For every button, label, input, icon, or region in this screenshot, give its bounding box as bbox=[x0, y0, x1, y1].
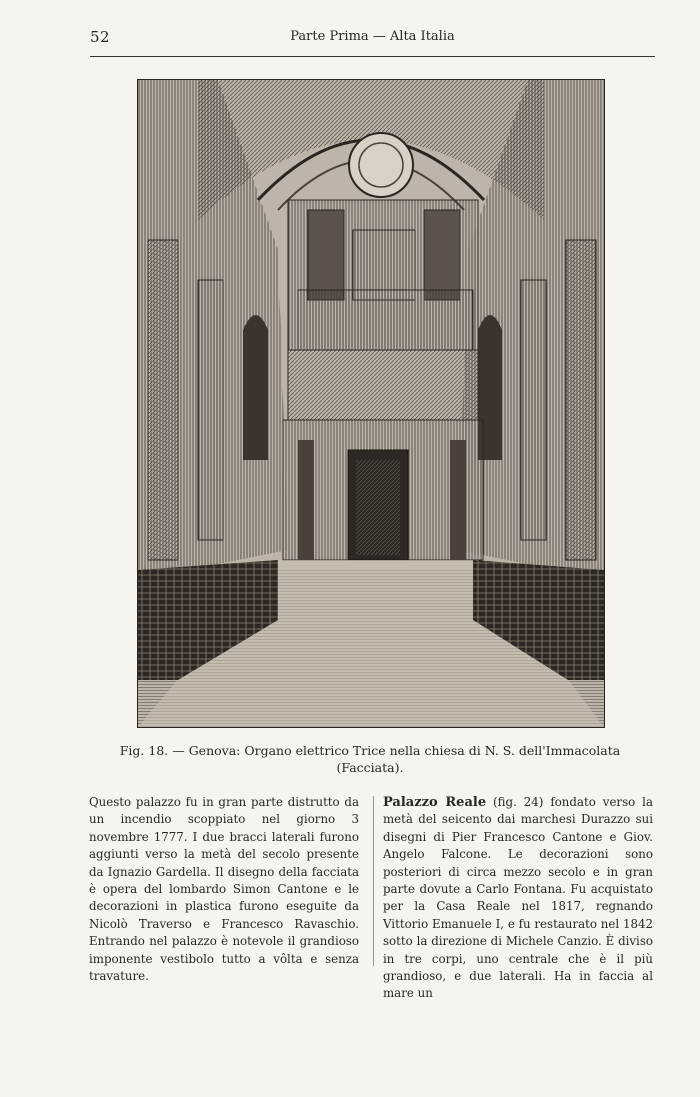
column-divider bbox=[373, 796, 374, 966]
figure-caption bbox=[110, 742, 630, 776]
right-column-paragraph bbox=[383, 794, 653, 1003]
right-column bbox=[383, 794, 653, 1003]
left-column bbox=[89, 794, 359, 985]
church-interior-engraving bbox=[137, 79, 605, 728]
page-number: 52 bbox=[90, 28, 111, 46]
page-header bbox=[90, 28, 655, 50]
caption-line-1: Fig. 18. — Genova: Organo elettrico Trice nella chiesa di N. S. dell'Immacolata bbox=[119, 743, 621, 758]
running-title: Parte Prima — Alta Italia bbox=[290, 29, 455, 44]
caption-line-2: (Facciata). bbox=[336, 760, 404, 775]
section-heading: Palazzo Reale bbox=[383, 795, 487, 810]
header-rule bbox=[90, 56, 655, 57]
right-column-text: (fig. 24) fondato verso la metà del seicento dai marchesi Durazzo sui disegni di Pier Francesco Cantone e Giov. Angelo Falcone. Le decorazioni sono posteriori di circa mezzo secolo e in gran parte dovute a Carlo Fontana. Fu acquistato per la Casa Reale nel 1817, regnando Vittorio Emanuele I, e fu restaurato nel 1842 sotto la direzione di Michele Canzio. È diviso in tre corpi, uno centrale che è il più grandioso, e due laterali. Ha in faccia al mare un bbox=[383, 795, 653, 1001]
left-column-text: Questo palazzo fu in gran parte distrutto da un incendio scoppiato nel giorno 3 novembre 1777. I due bracci laterali furono aggiunti verso la metà del secolo presente da Ignazio Gardella. Il disegno della facciata è opera del lombardo Simon Cantone e le decorazioni in plastica furono eseguite da Nicolò Traverso e Francesco Ravaschio. Entrando nel palazzo è notevole il grandioso imponente vestibolo tutto a vôlta e senza travature. bbox=[89, 795, 359, 984]
engraving-svg bbox=[138, 80, 604, 727]
